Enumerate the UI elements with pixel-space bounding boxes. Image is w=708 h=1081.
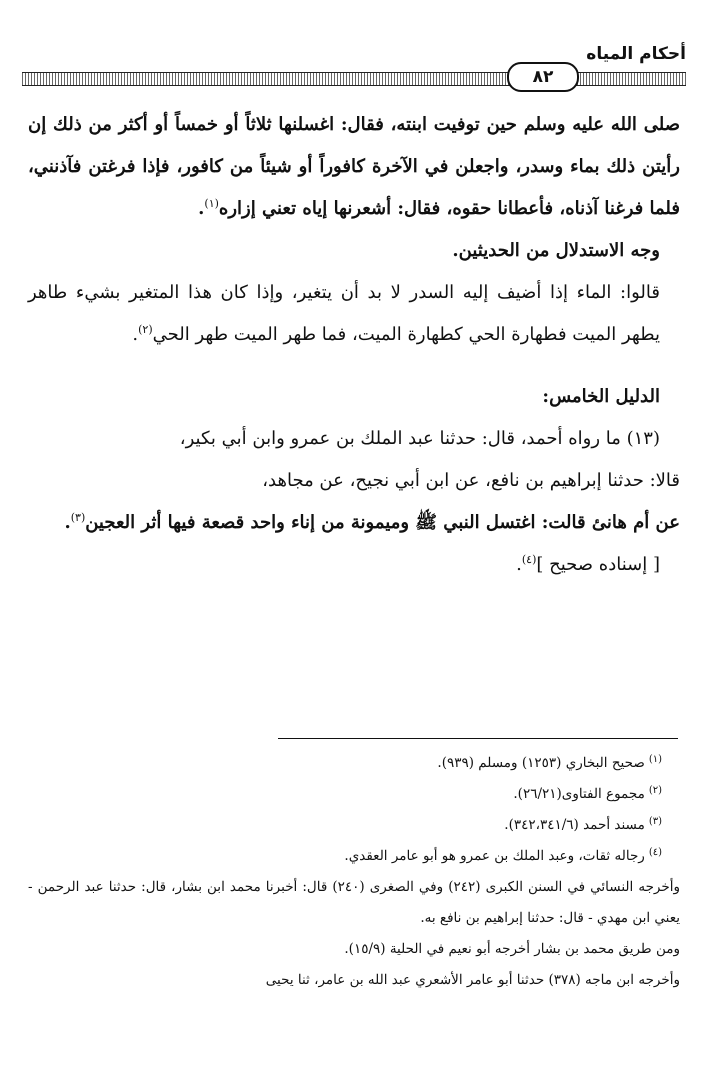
header-divider [22, 72, 686, 86]
footnote-4: $^{(٤)}$رجاله ثقات، وعبد الملك بن عمرو هو أبو عامر العقدي. [344, 846, 662, 864]
paragraph-grading: [ إسناده صحيح ]$^{(٤)}$. [516, 553, 660, 575]
footnote-number: (٣) [648, 815, 662, 827]
section-heading-fifth-evidence: الدليل الخامس: [542, 386, 660, 407]
paragraph-hadith-text: صلى الله عليه وسلم حين توفيت ابنته، فقال: اغسلنها ثلاثاً أو خمساً أو أكثر من ذلك إن رأيتن ذلك بماء وسدر، واجعلن في الآخرة كافوراً أو شيئاً من كافور، فإذا فرغتن فآذنني، فلما فرغنا آذناه، فأعطانا حقوه، فقال: أشعرنها إياه تعني إزاره$^{(١)}$. [28, 114, 680, 219]
paragraph-isnad-2: قالا: حدثنا إبراهيم بن نافع، عن ابن أبي نجيح، عن مجاهد، [262, 470, 680, 491]
footnote-4-continued-ibn-majah: وأخرجه ابن ماجه (٣٧٨) حدثنا أبو عامر الأشعري عبد الله بن عامر، ثنا يحيى [265, 972, 680, 988]
footnote-1: $^{(١)}$صحيح البخاري (١٢٥٣) ومسلم (٩٣٩). [437, 753, 662, 771]
footnote-number: (٤) [648, 846, 662, 858]
footnote-4-continued-abu-nuaym: ومن طريق محمد بن بشار أخرجه أبو نعيم في الحلية (١٥/٩). [344, 941, 680, 957]
footnote-ref-3[interactable]: (٣) [70, 511, 86, 524]
paragraph-isnad-1: (١٣) ما رواه أحمد، قال: حدثنا عبد الملك بن عمرو وابن أبي بكير، [179, 428, 660, 449]
section-heading-inference: وجه الاستدلال من الحديثين. [452, 240, 660, 261]
footnote-2: $^{(٢)}$مجموع الفتاوى(٢٦/٢١). [513, 784, 662, 802]
footnote-ref-4[interactable]: (٤) [521, 553, 537, 566]
footnote-ref-2[interactable]: (٢) [138, 323, 153, 336]
main-text [28, 104, 680, 586]
footnote-divider [278, 738, 678, 739]
footnote-number: (٢) [648, 784, 662, 796]
footnote-3: $^{(٣)}$مسند أحمد (٣٤٢،٣٤١/٦). [504, 815, 662, 833]
footnotes-section [28, 748, 680, 996]
page-number-badge: ٨٢ [507, 62, 579, 92]
paragraph-inference: قالوا: الماء إذا أضيف إليه السدر لا بد أن يتغير، وإذا كان هذا المتغير بشيء طاهر يطهر الميت فطهارة الحي كطهارة الميت، فما طهر الميت طهر الحي$^{(٢)}$. [28, 282, 660, 345]
paragraph-hadith-umm-hani: عن أم هانئ قالت: اغتسل النبي ﷺ وميمونة من إناء واحد قصعة فيها أثر العجين$^{(٣)}$. [64, 511, 680, 533]
footnote-ref-1[interactable]: (١) [204, 197, 219, 210]
footnote-number: (١) [648, 753, 662, 765]
footnote-4-continued-nasai: وأخرجه النسائي في السنن الكبرى (٢٤٢) وفي الصغرى (٢٤٠) قال: أخبرنا محمد ابن بشار، قال: حدثنا عبد الرحمن - يعني ابن مهدي - قال: حدثنا إبراهيم بن نافع به. [28, 879, 680, 926]
running-header-title: أحكام المياه [586, 44, 686, 64]
